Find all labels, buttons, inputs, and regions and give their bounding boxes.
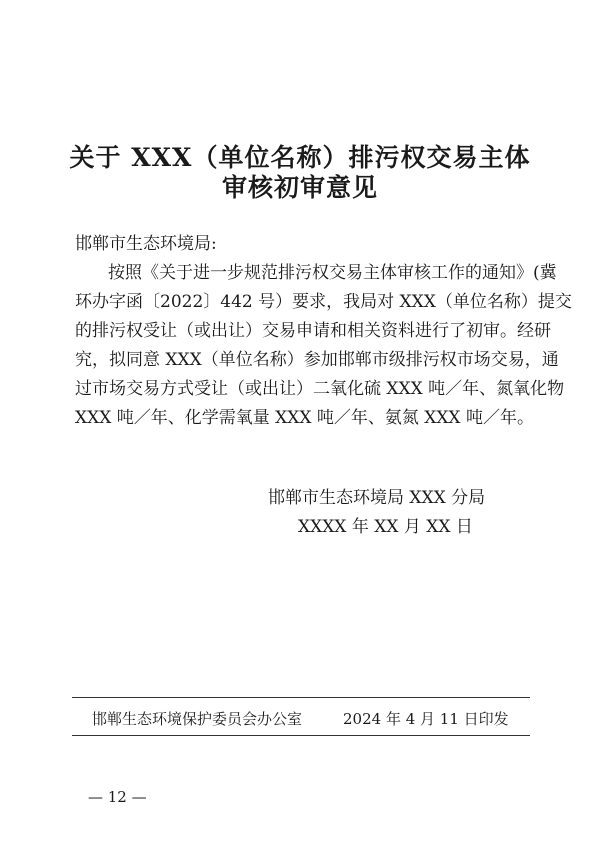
body-line: 按照《关于进一步规范排污权交易主体审核工作的通知》(冀 bbox=[108, 263, 557, 283]
body-line: 过市场交易方式受让（或出让）二氧化硫 XXX 吨／年、氮氧化物 bbox=[75, 379, 565, 399]
body-line: XXX 吨／年、化学需氧量 XXX 吨／年、氨氮 XXX 吨／年。 bbox=[75, 408, 534, 428]
signature-org: 邯郸市生态环境局 XXX 分局 bbox=[268, 488, 486, 508]
document-title-line-1: 关于 XXX（单位名称）排污权交易主体 bbox=[69, 143, 531, 172]
footer-bottom-rule bbox=[72, 735, 530, 736]
signature-date: XXXX 年 XX 月 XX 日 bbox=[298, 517, 473, 537]
footer-issue-date: 2024 年 4 月 11 日印发 bbox=[343, 710, 509, 728]
body-line: 环办字函〔2022〕442 号）要求，我局对 XXX（单位名称）提交 bbox=[75, 292, 572, 312]
body-line: 究，拟同意 XXX（单位名称）参加邯郸市级排污权市场交易，通 bbox=[75, 350, 559, 370]
document-title-line-2: 审核初审意见 bbox=[221, 173, 378, 202]
footer-issuer: 邯郸生态环境保护委员会办公室 bbox=[92, 710, 303, 728]
body-line: 的排污权受让（或出让）交易申请和相关资料进行了初审。经研 bbox=[75, 321, 551, 341]
salutation: 邯郸市生态环境局: bbox=[75, 234, 217, 254]
page-number: — 12 — bbox=[88, 788, 147, 806]
footer-top-rule bbox=[72, 697, 530, 698]
